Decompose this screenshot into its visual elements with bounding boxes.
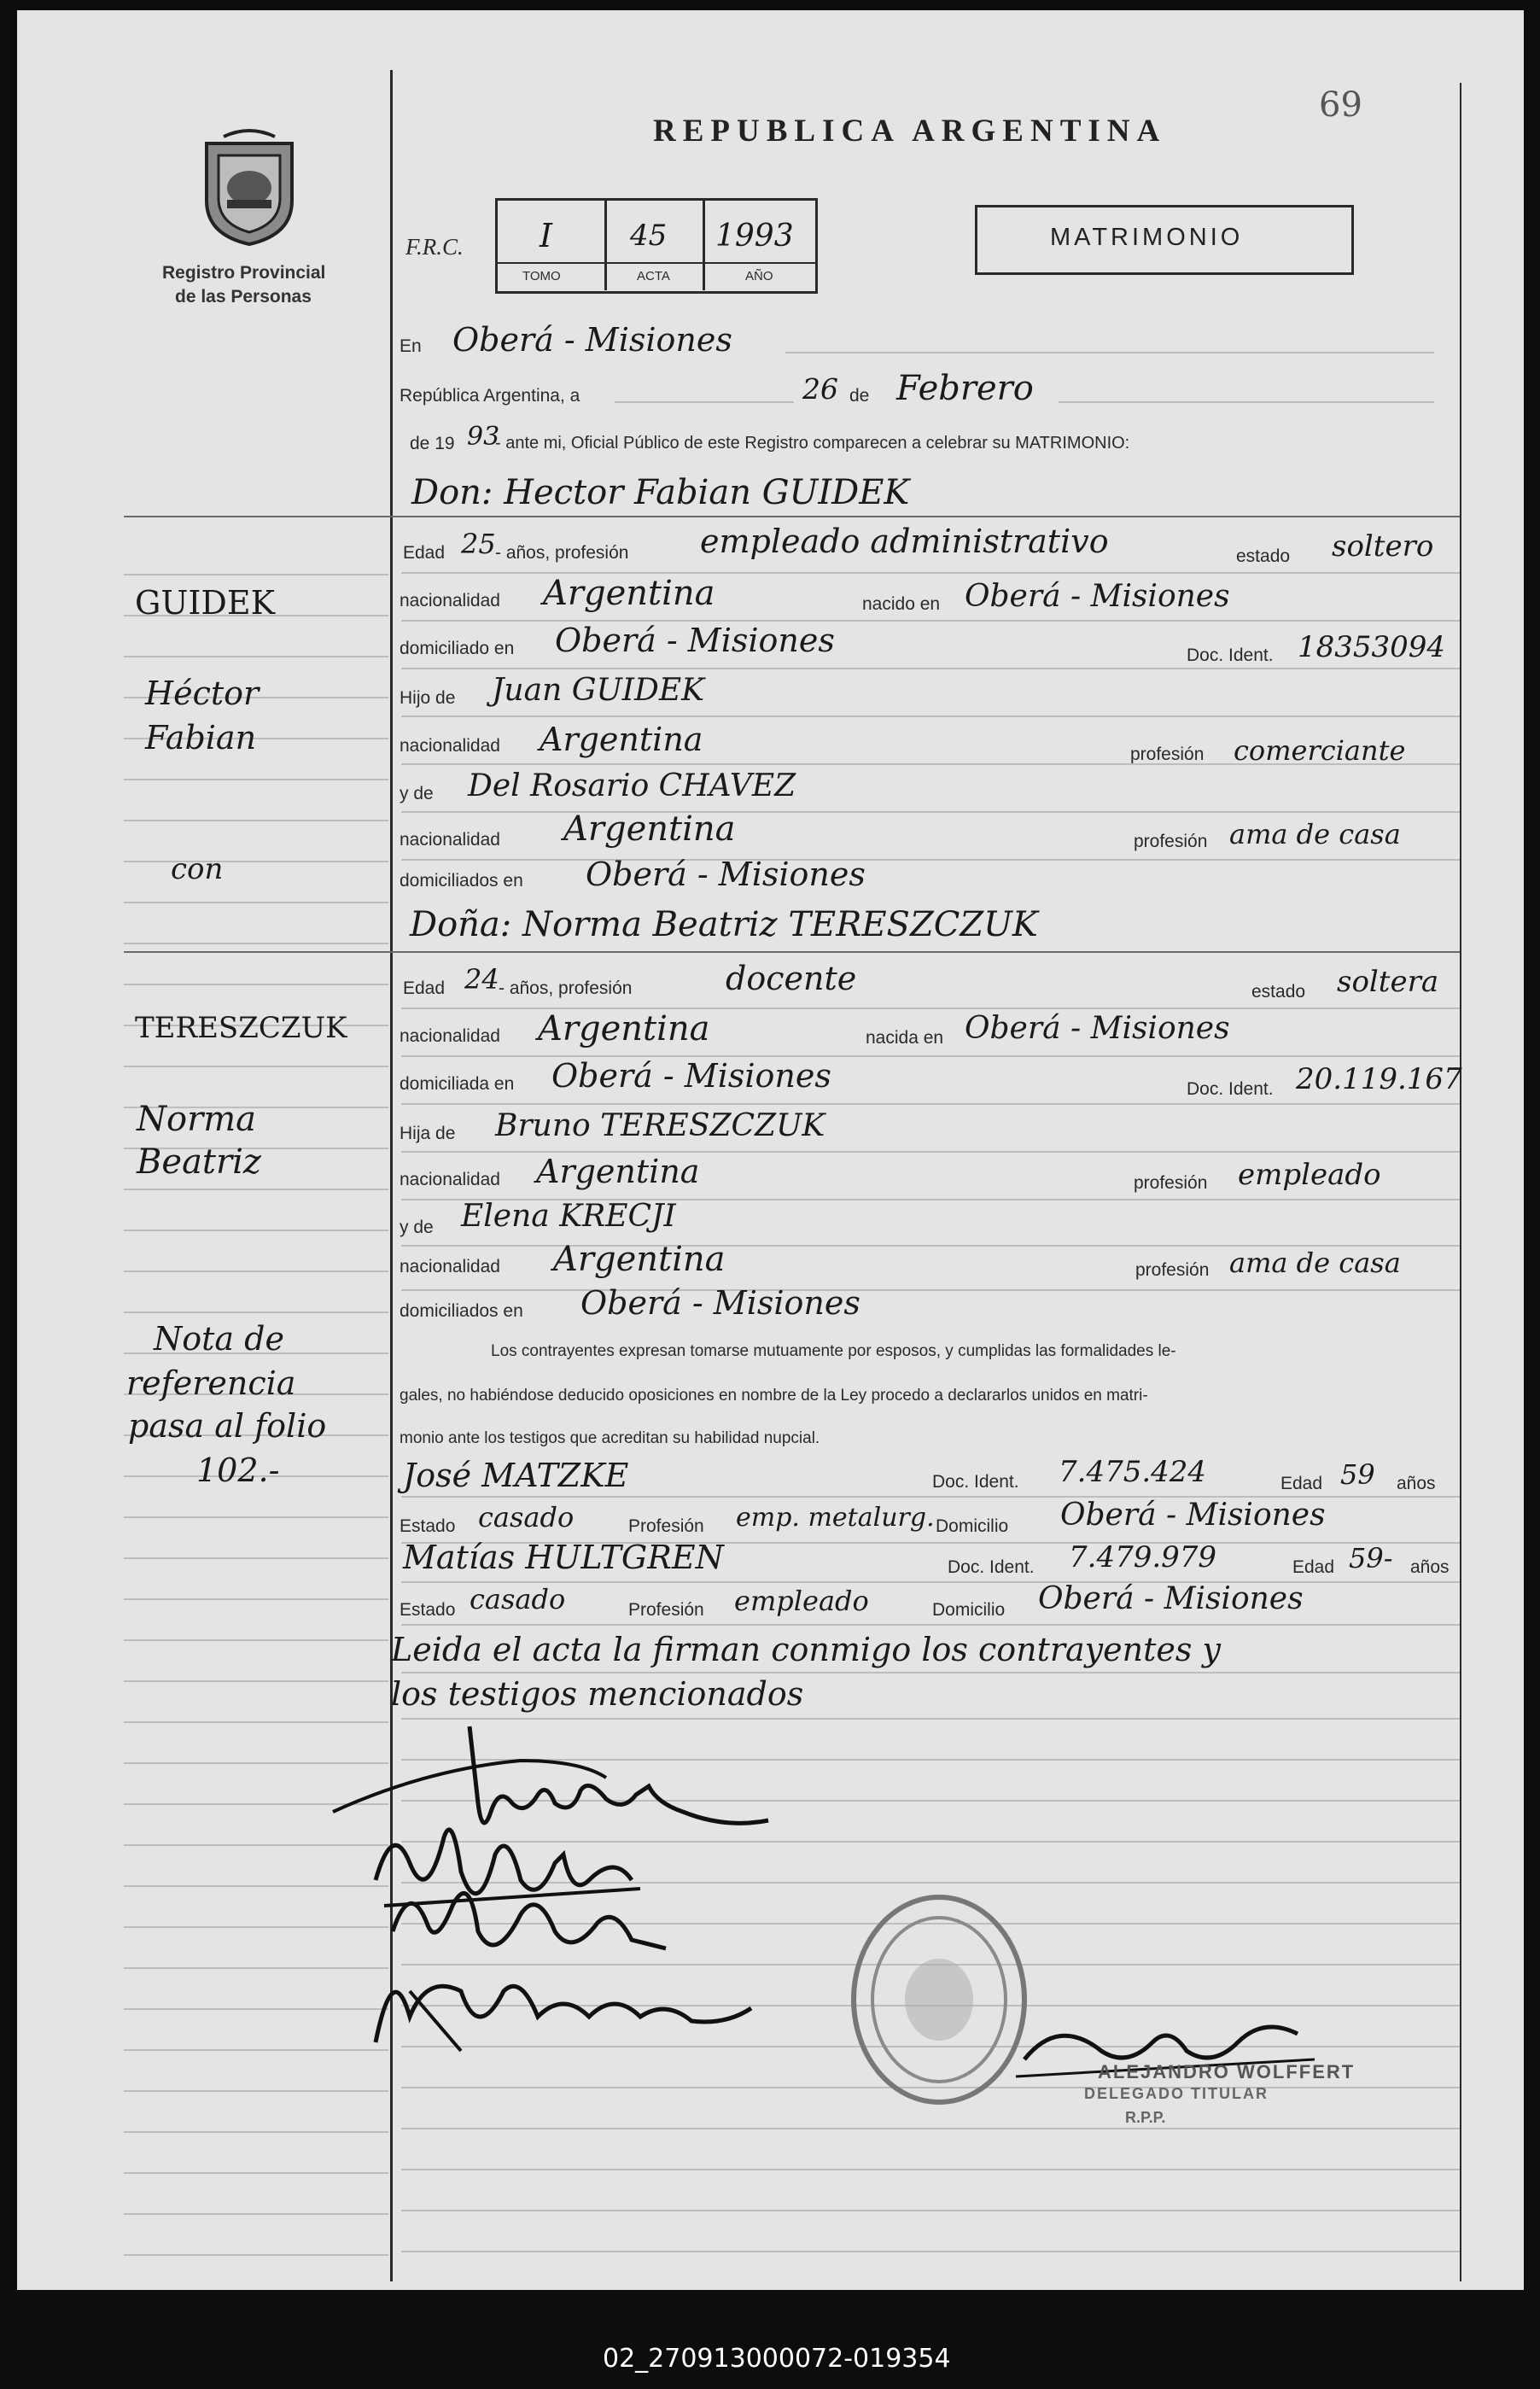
witness2-prof-label: Profesión: [628, 1600, 704, 1620]
groom-nationality: Argentina: [543, 574, 715, 613]
declaration-line1: Los contrayentes expresan tomarse mutuamente por esposos, y cumplidas las formalidades le-: [491, 1342, 1176, 1360]
margin-note-line1: Nota de: [154, 1320, 284, 1358]
witness1-edad-label: Edad: [1280, 1474, 1323, 1493]
acta-label: ACTA: [637, 269, 670, 283]
groom-profession: empleado administrativo: [700, 523, 1109, 560]
witness1-doc: 7.475.424: [1059, 1455, 1207, 1489]
groom-father-nationality: Argentina: [540, 721, 703, 758]
bride-edad-label: Edad: [403, 978, 446, 998]
margin-note-line4: 102.-: [196, 1452, 280, 1489]
margin-rule-line: [124, 1270, 388, 1272]
groom-hijo-label: Hijo de: [400, 688, 456, 708]
year-prefix: de 19: [410, 434, 455, 453]
bride-profession: docente: [726, 960, 857, 997]
rule: [401, 1624, 1460, 1626]
margin-rule-line: [124, 1885, 388, 1887]
witness2-domicile: Oberá - Misiones: [1038, 1581, 1304, 1616]
witness1-doc-label: Doc. Ident.: [932, 1472, 1019, 1492]
margin-note-line3: pasa al folio: [128, 1407, 327, 1445]
witness1-anos-label: años: [1397, 1474, 1436, 1493]
margin-rule-line: [124, 861, 388, 862]
rule: [401, 716, 1460, 717]
bride-father-profession: empleado: [1238, 1158, 1381, 1192]
groom-nac-label: nacionalidad: [400, 591, 500, 610]
margin-rule-line: [124, 943, 388, 944]
bride-heading: Doña: Norma Beatriz TERESZCZUK: [410, 905, 1038, 944]
witness1-dom-label: Domicilio: [936, 1516, 1009, 1536]
witness2-edad-label: Edad: [1292, 1557, 1335, 1577]
bride-domicile: Oberá - Misiones: [551, 1057, 831, 1095]
bride-father: Bruno TERESZCZUK: [495, 1108, 825, 1143]
line: [124, 951, 1460, 953]
margin-rule-line: [124, 1680, 388, 1682]
groom-domicile: Oberá - Misiones: [555, 622, 835, 659]
margin-note-line2: referencia: [126, 1364, 296, 1402]
marriage-year-suffix: 93: [467, 422, 500, 452]
margin-rule-line: [124, 984, 388, 985]
bride-estado-label: estado: [1251, 982, 1306, 1002]
witness1-profession: emp. metalurg.: [736, 1503, 935, 1533]
witness2-doc-label: Doc. Ident.: [948, 1557, 1035, 1577]
page-rule: [401, 2169, 1460, 2170]
bride-parents-dom-label: domiciliados en: [400, 1301, 523, 1321]
witness2-dom-label: Domicilio: [932, 1600, 1006, 1620]
bride-yde-label: y de: [400, 1218, 434, 1237]
rule: [401, 859, 1460, 861]
page-rule: [401, 2210, 1460, 2211]
groom-father-prof-label: profesión: [1130, 745, 1205, 764]
margin-rule-line: [124, 2254, 388, 2256]
groom-marital: soltero: [1332, 529, 1434, 564]
republica-label: República Argentina, a: [400, 386, 580, 406]
bride-mother-nationality: Argentina: [553, 1240, 726, 1279]
margin-rule-line: [124, 1516, 388, 1518]
page-rule: [401, 2128, 1460, 2129]
marriage-place: Oberá - Misiones: [452, 321, 732, 359]
margin-groom-surname: GUIDEK: [135, 584, 275, 622]
registry-name-line2: de las Personas: [175, 287, 312, 307]
margin-rule-line: [124, 1311, 388, 1313]
margin-bride-name1: Norma: [137, 1100, 256, 1139]
frc-label: F.R.C.: [405, 234, 464, 260]
tomo-value: I: [540, 217, 553, 254]
bride-doc-label: Doc. Ident.: [1187, 1079, 1274, 1099]
right-rule: [1460, 83, 1461, 2281]
bride-nacida-label: nacida en: [866, 1028, 944, 1048]
margin-groom-name1: Héctor: [145, 675, 260, 712]
bride-nac-label: nacionalidad: [400, 1026, 500, 1046]
registry-name-line1: Registro Provincial: [162, 263, 326, 283]
margin-con: con: [171, 852, 224, 886]
witness1-estado-label: Estado: [400, 1516, 456, 1536]
margin-rule-line: [124, 2049, 388, 2051]
margin-rule-line: [124, 2008, 388, 2010]
groom-heading: Don: Hector Fabian GUIDEK: [411, 473, 910, 512]
groom-yde-label: y de: [400, 784, 434, 803]
witness1-age: 59: [1340, 1458, 1375, 1491]
margin-rule-line: [124, 820, 388, 821]
margin-rule-line: [124, 1926, 388, 1928]
bride-marital: soltera: [1337, 965, 1439, 999]
rule: [1059, 401, 1434, 403]
groom-mother-nac-label: nacionalidad: [400, 830, 500, 850]
intro-text: - ante mi, Oficial Público de este Registro comparecen a celebrar su MATRIMONIO:: [495, 434, 1130, 453]
witness1-domicile: Oberá - Misiones: [1060, 1498, 1326, 1533]
bride-mother-prof-label: profesión: [1135, 1260, 1210, 1280]
anio-label: AÑO: [745, 269, 773, 283]
footer-image-id: 02_270913000072-019354: [603, 2344, 951, 2374]
margin-rule-line: [124, 1557, 388, 1559]
rule: [785, 352, 1434, 353]
official-name: ALEJANDRO WOLFFERT: [1098, 2061, 1356, 2082]
official-round-stamp: [845, 1889, 1033, 2111]
margin-rule-line: [124, 2213, 388, 2215]
official-title: DELEGADO TITULAR: [1084, 2085, 1269, 2102]
rule: [401, 1672, 1460, 1673]
rule: [615, 401, 794, 403]
frc-divider-2: [703, 198, 705, 290]
groom-father-profession: comerciante: [1234, 734, 1406, 767]
declaration-line3: monio ante los testigos que acreditan su habilidad nupcial.: [400, 1429, 820, 1447]
bride-doc-number: 20.119.167: [1296, 1062, 1462, 1096]
witness1-name: José MATZKE: [403, 1457, 629, 1494]
groom-doc-number: 18353094: [1298, 630, 1446, 664]
rule: [401, 811, 1460, 813]
margin-rule-line: [124, 574, 388, 575]
rule: [401, 1289, 1460, 1291]
margin-rule-line: [124, 1639, 388, 1641]
marriage-day: 26: [802, 372, 838, 406]
witness2-marital: casado: [470, 1583, 566, 1615]
signature-witness2: [359, 1940, 802, 2059]
bride-father-prof-label: profesión: [1134, 1173, 1208, 1193]
bride-anos-prof-label: - años, profesión: [499, 978, 633, 998]
margin-rule-line: [124, 2131, 388, 2133]
witness2-age: 59-: [1349, 1542, 1393, 1574]
closing-line1: Leida el acta la firman conmigo los contrayentes y: [391, 1631, 1221, 1668]
margin-rule-line: [124, 1967, 388, 1969]
bride-birthplace: Oberá - Misiones: [965, 1011, 1230, 1046]
groom-father: Juan GUIDEK: [492, 673, 705, 708]
doc-type-title: MATRIMONIO: [1050, 224, 1244, 251]
margin-groom-name2: Fabian: [145, 719, 257, 756]
groom-parents-dom-label: domiciliados en: [400, 871, 523, 891]
witness2-anos-label: años: [1410, 1557, 1450, 1577]
marriage-month: Febrero: [896, 369, 1034, 408]
groom-edad-label: Edad: [403, 543, 446, 563]
margin-rule-line: [124, 1598, 388, 1600]
groom-father-nac-label: nacionalidad: [400, 736, 500, 756]
witness2-name: Matías HULTGREN: [403, 1539, 724, 1576]
bride-mother-profession: ama de casa: [1229, 1247, 1401, 1279]
bride-father-nationality: Argentina: [536, 1153, 700, 1190]
closing-line2: los testigos mencionados: [391, 1675, 804, 1713]
groom-mother-profession: ama de casa: [1229, 818, 1401, 850]
register-page: [17, 10, 1524, 2290]
groom-dom-label: domiciliado en: [400, 639, 515, 658]
anio-value: 1993: [715, 219, 794, 254]
page-number: 69: [1319, 85, 1362, 125]
groom-mother-nationality: Argentina: [563, 809, 736, 849]
groom-nacido-label: nacido en: [862, 594, 941, 614]
rule: [401, 1103, 1460, 1105]
groom-estado-label: estado: [1236, 546, 1291, 566]
witness2-doc: 7.479.979: [1069, 1540, 1217, 1574]
margin-rule-line: [124, 1189, 388, 1190]
bride-mother: Elena KRECJI: [461, 1199, 676, 1234]
day-de-label: de: [849, 386, 870, 406]
bride-parents-domicile: Oberá - Misiones: [580, 1284, 860, 1322]
groom-birthplace: Oberá - Misiones: [965, 579, 1230, 614]
bride-father-nac-label: nacionalidad: [400, 1170, 500, 1189]
tomo-label: TOMO: [522, 269, 561, 283]
bride-age: 24: [464, 963, 499, 996]
page-rule: [401, 2251, 1460, 2252]
groom-doc-label: Doc. Ident.: [1187, 645, 1274, 665]
margin-rule-line: [124, 2172, 388, 2174]
frc-divider-h: [495, 262, 815, 264]
official-rpp: R.P.P.: [1125, 2109, 1166, 2126]
margin-rule-line: [124, 2090, 388, 2092]
margin-rule-line: [124, 779, 388, 780]
declaration-line2: gales, no habiéndose deducido oposiciones en nombre de la Ley procedo a declararlos unidos en matri-: [400, 1387, 1148, 1405]
witness1-marital: casado: [478, 1501, 575, 1533]
country-title: REPUBLICA ARGENTINA: [653, 114, 1167, 149]
margin-bride-surname: TERESZCZUK: [135, 1011, 347, 1045]
margin-bride-name2: Beatriz: [137, 1142, 261, 1182]
witness1-prof-label: Profesión: [628, 1516, 704, 1536]
margin-rule-line: [124, 1230, 388, 1231]
bride-nationality: Argentina: [538, 1009, 710, 1048]
acta-value: 45: [630, 219, 668, 253]
line: [124, 516, 1460, 517]
margin-rule-line: [124, 1066, 388, 1067]
rule: [401, 763, 1460, 765]
frc-divider-1: [604, 198, 607, 290]
margin-rule-line: [124, 656, 388, 657]
groom-anos-prof-label: - años, profesión: [495, 543, 629, 563]
groom-parents-domicile: Oberá - Misiones: [586, 856, 866, 893]
witness2-profession: empleado: [734, 1585, 869, 1617]
groom-age: 25: [461, 528, 496, 560]
registry-emblem-logo: [198, 128, 300, 248]
margin-rule-line: [124, 902, 388, 903]
en-label: En: [400, 336, 422, 356]
bride-dom-label: domiciliada en: [400, 1074, 515, 1094]
groom-mother-prof-label: profesión: [1134, 832, 1208, 851]
bride-mother-nac-label: nacionalidad: [400, 1257, 500, 1276]
rule: [401, 668, 1460, 669]
groom-mother: Del Rosario CHAVEZ: [468, 768, 796, 803]
bride-hija-label: Hija de: [400, 1124, 456, 1143]
witness2-estado-label: Estado: [400, 1600, 456, 1620]
